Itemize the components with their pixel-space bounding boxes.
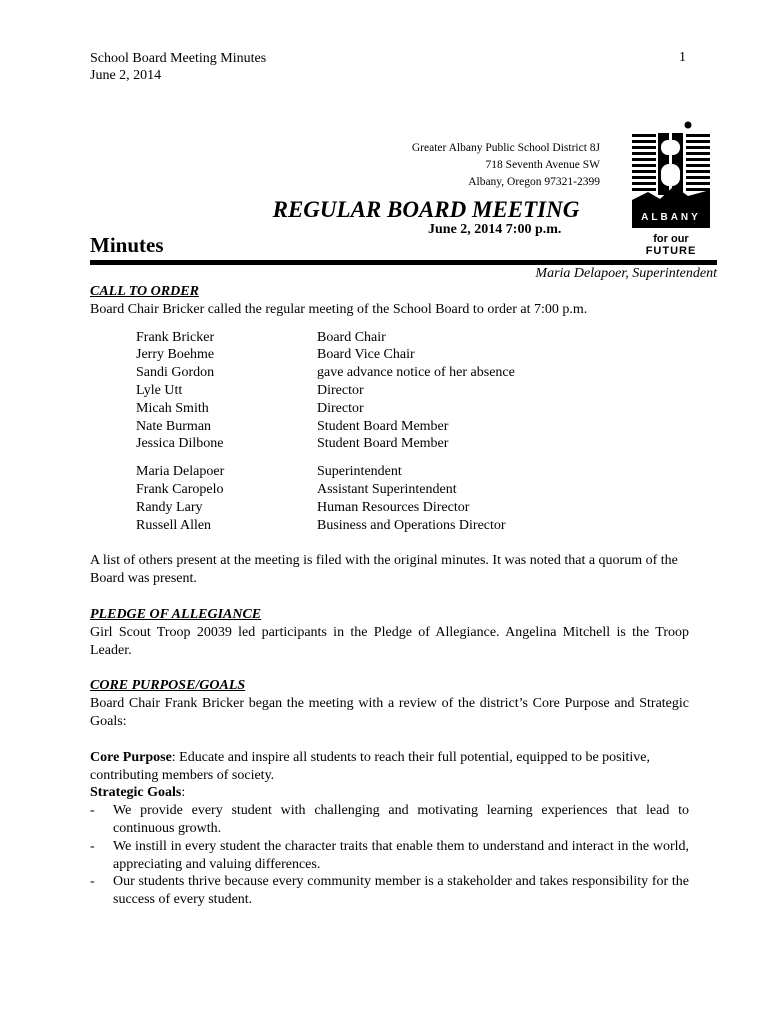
header-doc-title: School Board Meeting Minutes <box>90 51 267 66</box>
attendee-role: Business and Operations Director <box>317 517 506 533</box>
core-purpose-label: Core Purpose <box>90 749 172 765</box>
header-rule <box>90 260 717 265</box>
attendee-role: Director <box>317 400 364 416</box>
attendee-name: Jessica Dilbone <box>136 436 224 452</box>
district-city: Albany, Oregon 97321-2399 <box>468 176 600 188</box>
header-doc-date: June 2, 2014 <box>90 68 162 83</box>
meeting-title: REGULAR BOARD MEETING <box>272 197 580 222</box>
pledge-text: Girl Scout Troop 20039 led participants in the Pledge of Allegiance. Angelina Mitchell is the Troop Leader. <box>90 624 689 658</box>
attendee-role: Assistant Superintendent <box>317 481 457 497</box>
attendee-role: Director <box>317 382 364 398</box>
attendee-role: Board Chair <box>317 329 386 345</box>
attendee-role: gave advance notice of her absence <box>317 365 515 381</box>
district-name: Greater Albany Public School District 8J <box>411 142 600 154</box>
page-number: 1 <box>679 50 686 65</box>
attendee-role: Student Board Member <box>317 418 449 434</box>
svg-text:FUTURE: FUTURE <box>645 245 697 257</box>
minutes-body <box>90 283 689 909</box>
attendee-name: Nate Burman <box>136 418 212 434</box>
core-purpose-section <box>90 677 689 909</box>
attendee-name: Russell Allen <box>136 517 212 533</box>
district-street: 718 Seventh Avenue SW <box>485 159 600 171</box>
attendee-name: Lyle Utt <box>136 382 183 398</box>
strategic-goals-label: Strategic Goals: <box>90 785 186 801</box>
running-header <box>90 50 266 84</box>
attendee-role: Superintendent <box>317 464 402 480</box>
call-to-order-text: Board Chair Bricker called the regular meeting of the School Board to order at 7:00 p.m. <box>90 301 588 317</box>
attendee-name: Jerry Boehme <box>136 347 215 363</box>
attendee-name: Maria Delapoer <box>136 464 225 480</box>
pledge-section <box>90 606 689 659</box>
list-item: - We instill in every student the character traits that enable them to understand and interact in the world, appreciating and valuing differences. <box>90 838 689 874</box>
strategic-goals-list <box>90 802 689 909</box>
section-heading: PLEDGE OF ALLEGIANCE <box>90 606 262 622</box>
list-item: - Our students thrive because every community member is a stakeholder and takes responsibility for the success of every student. <box>90 873 689 909</box>
meeting-datetime: June 2, 2014 7:00 p.m. <box>428 222 562 237</box>
minutes-label: Minutes <box>90 233 164 257</box>
core-intro-text: Board Chair Frank Bricker began the meeting with a review of the district’s Core Purpose and Strategic Goals: <box>90 696 689 729</box>
attendee-name: Sandi Gordon <box>136 365 215 381</box>
superintendent-line: Maria Delapoer, Superintendent <box>535 266 717 281</box>
attendee-name: Micah Smith <box>136 400 209 416</box>
attendee-name: Frank Caropelo <box>136 481 224 497</box>
section-heading: CALL TO ORDER <box>90 284 199 299</box>
quorum-text: A list of others present at the meeting is filed with the original minutes. It was noted that a quorum of the Board was present. <box>90 553 678 587</box>
staff-attendance-list <box>136 463 689 534</box>
core-purpose-paragraph <box>90 749 689 785</box>
albany-8j-logo <box>630 120 712 260</box>
section-heading: CORE PURPOSE/GOALS <box>90 678 246 694</box>
attendee-role: Board Vice Chair <box>317 347 415 363</box>
core-purpose-text: : Educate and inspire all students to reach their full potential, equipped to be positive, contributing members of society. <box>90 749 650 783</box>
attendee-role: Human Resources Director <box>317 499 470 515</box>
board-attendance-list <box>136 329 689 454</box>
attendee-name: Frank Bricker <box>136 329 215 345</box>
attendee-role: Student Board Member <box>317 436 449 452</box>
svg-text:for our: for our <box>653 233 689 245</box>
district-address <box>412 140 600 191</box>
attendee-name: Randy Lary <box>136 499 203 515</box>
list-item: - We provide every student with challenging and motivating learning experiences that lead to continuous growth. <box>90 802 689 838</box>
svg-text:ALBANY: ALBANY <box>641 212 701 223</box>
call-to-order-section <box>90 283 689 588</box>
